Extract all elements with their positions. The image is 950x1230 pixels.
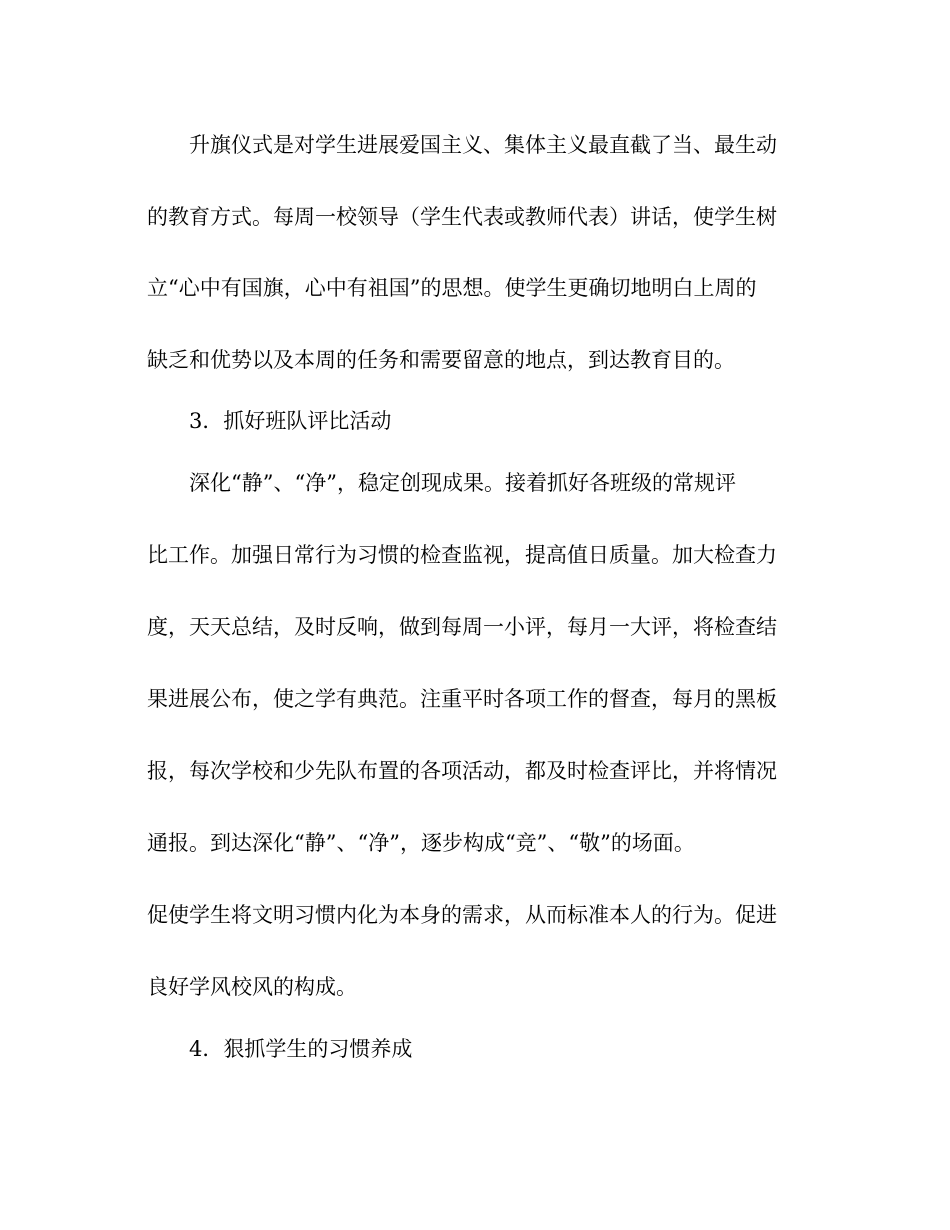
- paragraph-line: 促使学生将文明习惯内化为本身的需求，从而标准本人的行为。促进: [147, 903, 777, 927]
- section-heading: 4．狠抓学生的习惯养成: [189, 1037, 413, 1061]
- paragraph-line: 果进展公布，使之学有典范。注重平时各项工作的督查，每月的黑板: [147, 687, 777, 711]
- paragraph-line: 通报。到达深化“静”、“净”，逐步构成“竞”、“敬”的场面。: [147, 831, 695, 855]
- section-heading: 3．抓好班队评比活动: [189, 409, 392, 433]
- paragraph-line: 缺乏和优势以及本周的任务和需要留意的地点，到达教育目的。: [147, 348, 735, 372]
- paragraph-line: 深化“静”、“净”，稳定创现成果。接着抓好各班级的常规评: [189, 471, 736, 495]
- paragraph-line: 度，天天总结，及时反响，做到每周一小评，每月一大评，将检查结: [147, 615, 777, 639]
- paragraph-line: 比工作。加强日常行为习惯的检查监视，提高值日质量。加大检查力: [147, 543, 777, 567]
- paragraph-line: 报，每次学校和少先队布置的各项活动，都及时检查评比，并将情况: [147, 759, 777, 783]
- paragraph-line: 立“心中有国旗，心中有祖国”的思想。使学生更确切地明白上周的: [147, 276, 757, 300]
- paragraph-line: 升旗仪式是对学生进展爱国主义、集体主义最直截了当、最生动: [189, 133, 777, 157]
- paragraph-line: 良好学风校风的构成。: [147, 975, 357, 999]
- paragraph-line: 的教育方式。每周一校领导（学生代表或教师代表）讲话，使学生树: [147, 205, 777, 229]
